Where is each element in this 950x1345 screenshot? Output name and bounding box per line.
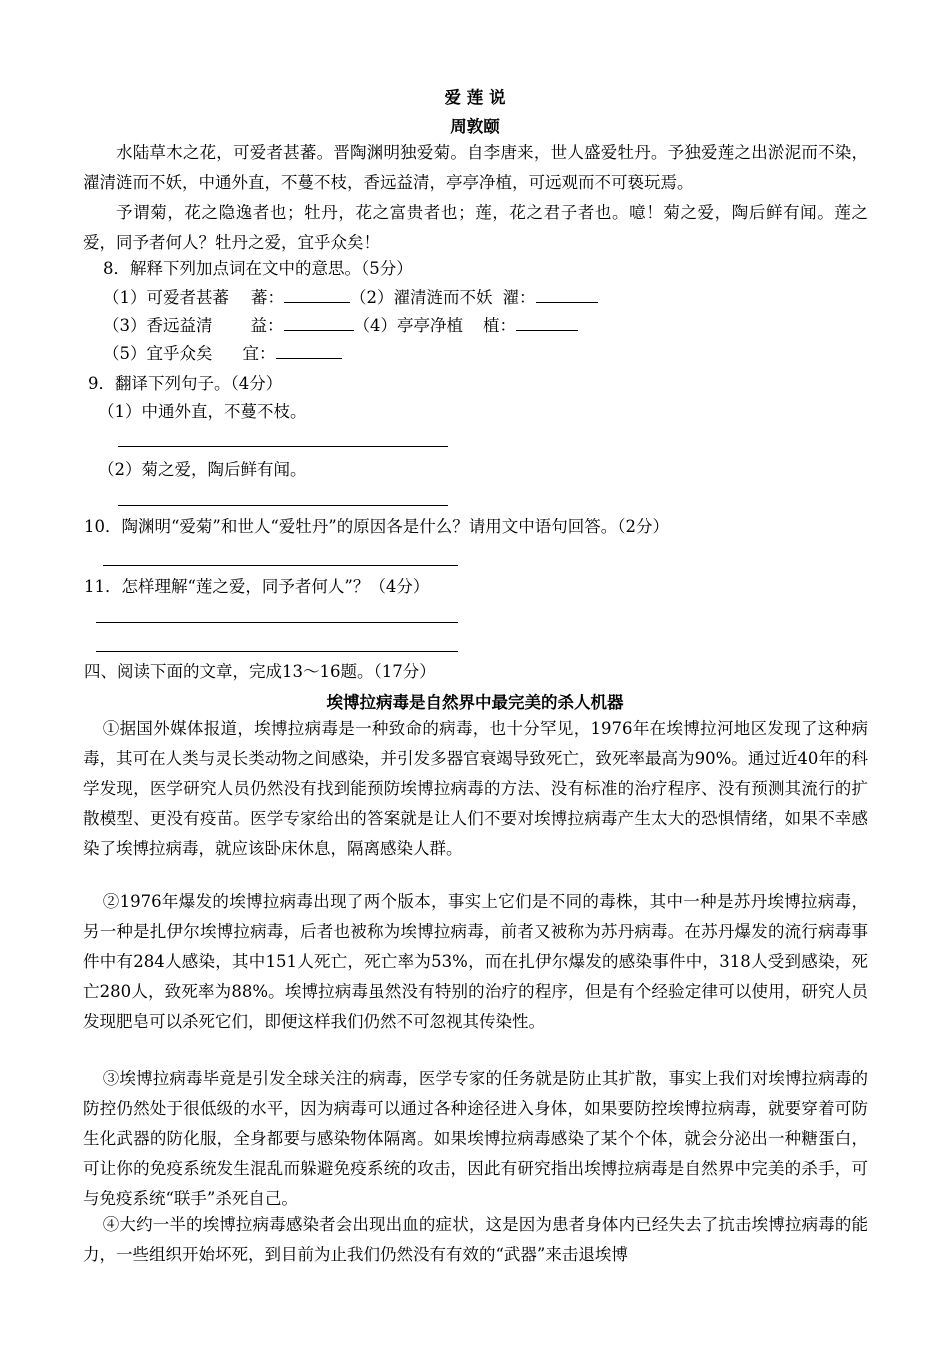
q8-item-4-word: 植：: [483, 316, 516, 335]
q11-answer-line-1[interactable]: [96, 622, 458, 623]
q8-item-5-blank[interactable]: [276, 340, 342, 359]
article-paragraph-4: ④大约一半的埃博拉病毒感染者会出现出血的症状，这是因为患者身体内已经失去了抗击埃博拉病毒的能力，一些组织开始坏死，到目前为止我们仍然没有有效的“武器”来击退埃博: [83, 1215, 868, 1264]
q11-answer-line-2[interactable]: [96, 651, 458, 652]
article-title: 埃博拉病毒是自然界中最完美的杀人机器: [326, 693, 624, 712]
q8-item-3-blank[interactable]: [284, 312, 354, 331]
q8-item-2: （2）濯清涟而不妖: [350, 288, 493, 307]
q8-item-5-word: 宜：: [242, 344, 276, 363]
q10-stem: 10．陶渊明“爱菊”和世人“爱牡丹”的原因各是什么？请用文中语句回答。（2分）: [84, 517, 669, 536]
q8-item-5: （5）宜乎众矣: [103, 344, 213, 363]
q10-answer-line[interactable]: [103, 565, 458, 566]
article-paragraph-1: ①据国外媒体报道，埃博拉病毒是一种致命的病毒，也十分罕见，1976年在埃博拉河地区发现了这种病毒，其可在人类与灵长类动物之间感染，并引发多器官衰竭导致死亡，致死率最高为90%。通过近40年的科学发现，医学研究人员仍然没有找到能预防埃博拉病毒的方法、没有标准的治疗程序、没有预测其流行的扩散模型、更没有疫苗。医学专家给出的答案就是让人们不要对埃博拉病毒产生太大的恐惧情绪，如果不幸感染了埃博拉病毒，就应该卧床休息，隔离感染人群。: [83, 719, 868, 858]
q8-item-3: （3）香远益清: [103, 316, 213, 335]
section-4-heading: 四、阅读下面的文章，完成13～16题。（17分）: [84, 662, 436, 681]
q8-item-4-blank[interactable]: [516, 312, 578, 331]
q8-item-3-word: 益：: [250, 316, 284, 335]
q9-answer-line-1[interactable]: [118, 446, 448, 447]
q9-sentence-1: （1）中通外直，不蔓不枝。: [98, 402, 307, 421]
q8-row-2: [103, 312, 578, 340]
q8-item-1-blank[interactable]: [284, 284, 350, 303]
q8-item-1-word: 蕃：: [251, 288, 284, 307]
poem-title: 爱 莲 说: [444, 88, 506, 107]
q8-row-3: [103, 340, 342, 368]
q8-row-1: [103, 284, 598, 312]
q9-stem: 9．翻译下列句子。（4分）: [88, 374, 283, 393]
q9-answer-line-2[interactable]: [118, 505, 448, 506]
q8-item-1: （1）可爱者甚蕃: [103, 288, 229, 307]
q8-item-4: （4）亭亭净植: [353, 316, 463, 335]
poem-paragraph-1: 水陆草木之花，可爱者甚蕃。晋陶渊明独爱菊。自李唐来，世人盛爱牡丹。予独爱莲之出淤泥而不染，濯清涟而不妖，中通外直，不蔓不枝，香远益清，亭亭净植，可远观而不可亵玩焉。: [83, 143, 868, 192]
q8-item-2-word: 濯：: [502, 288, 536, 307]
q9-sentence-2: （2）菊之爱，陶后鲜有闻。: [98, 460, 307, 479]
q8-item-2-blank[interactable]: [536, 284, 598, 303]
q8-stem: 8．解释下列加点词在文中的意思。（5分）: [103, 259, 413, 278]
q11-stem: 11．怎样理解“莲之爱，同予者何人”？（4分）: [84, 577, 430, 596]
article-paragraph-2: ②1976年爆发的埃博拉病毒出现了两个版本，事实上它们是不同的毒株，其中一种是苏丹埃博拉病毒，另一种是扎伊尔埃博拉病毒，后者也被称为埃博拉病毒，前者又被称为苏丹病毒。在苏丹爆发的流行病毒事件中有284人感染，其中151人死亡，死亡率为53%，而在扎伊尔爆发的感染事件中，318人受到感染，死亡280人，致死率为88%。埃博拉病毒虽然没有特别的治疗的程序，但是有个经验定律可以使用，研究人员发现肥皂可以杀死它们，即便这样我们仍然不可忽视其传染性。: [83, 892, 868, 1031]
poem-paragraph-2: 予谓菊，花之隐逸者也；牡丹，花之富贵者也；莲，花之君子者也。噫！菊之爱，陶后鲜有闻。莲之爱，同予者何人？牡丹之爱，宜乎众矣！: [83, 203, 868, 252]
poem-author: 周敦颐: [450, 117, 500, 136]
article-paragraph-3: ③埃博拉病毒毕竟是引发全球关注的病毒，医学专家的任务就是防止其扩散，事实上我们对埃博拉病毒的防控仍然处于很低级的水平，因为病毒可以通过各种途径进入身体，如果要防控埃博拉病毒，就要穿着可防生化武器的防化服，全身都要与感染物体隔离。如果埃博拉病毒感染了某个个体，就会分泌出一种糖蛋白，可让你的免疫系统发生混乱而躲避免疫系统的攻击，因此有研究指出埃博拉病毒是自然界中完美的杀手，可与免疫系统“联手”杀死自己。: [83, 1069, 868, 1208]
